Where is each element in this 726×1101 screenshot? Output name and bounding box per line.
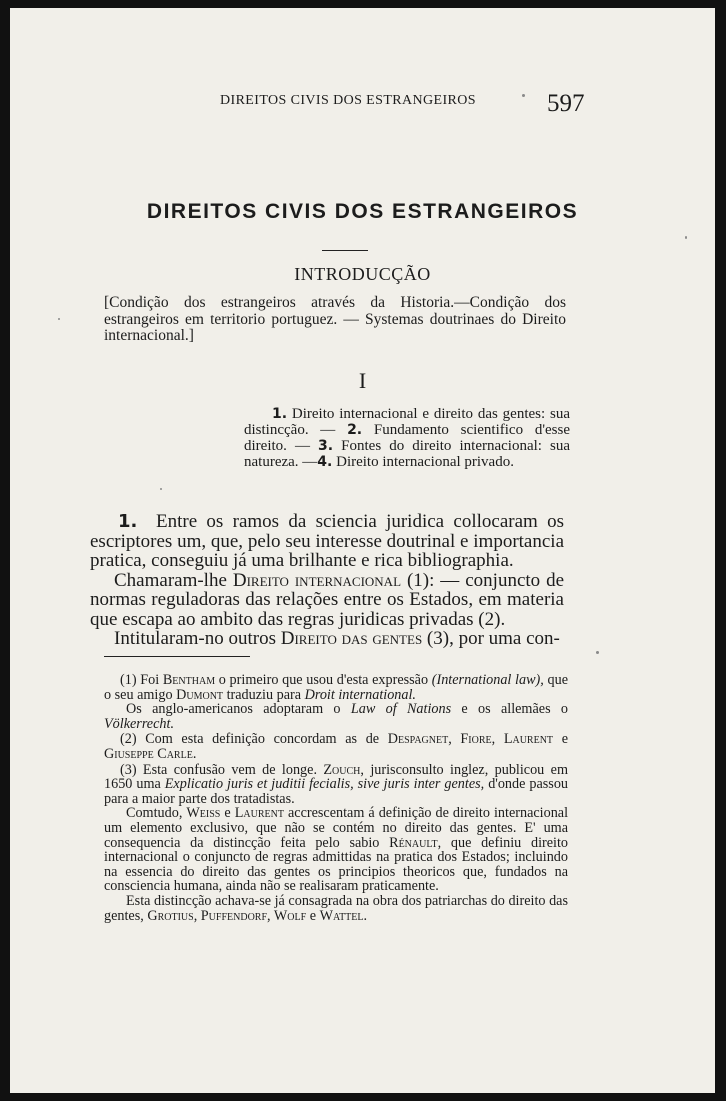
term: Direito internacional: [232, 569, 402, 591]
topic-text: Fundamento scientifico d'esse direito. —: [244, 422, 571, 454]
italic-term: Law of Nations: [350, 701, 452, 718]
footnote-rule: [104, 656, 250, 657]
italic-term: (International law),: [431, 672, 544, 688]
footnote-3: [104, 763, 568, 807]
author-name: Dumont: [176, 686, 224, 703]
text-run: traduziu para: [226, 686, 302, 703]
scan-speck: [160, 488, 162, 490]
text-run: (3), por uma con-: [426, 628, 560, 649]
author-name: Laurent: [234, 805, 284, 822]
text-run: e: [561, 731, 569, 748]
paragraph-text: Entre os ramos da sciencia juridica collocaram os escriptores um, que, pelo seu interesse doutrinal e importancia pratica, conseguiu já uma brilhante e rica bibliographia.: [90, 511, 564, 571]
italic-term: Droit international.: [304, 686, 416, 703]
topic-text: Fontes do direito internacional: sua natureza. —: [244, 438, 571, 470]
text-run: (1): — conjuncto de normas reguladoras das relações entre os Estados, em materia que escapa ao ambito das regras juridicas privadas (2).: [90, 569, 565, 630]
scan-speck: [685, 236, 687, 239]
text-run: d'onde passou para a maior parte dos tratadistas.: [104, 776, 569, 807]
author-name: Bentham: [162, 672, 216, 688]
text-run: Chamaram-lhe: [114, 569, 227, 591]
main-text: [90, 512, 564, 649]
part-numeral: I: [358, 368, 367, 393]
author-name: Wattel.: [319, 907, 368, 924]
topic-number: 3.: [318, 438, 334, 454]
topic-number: 1.: [272, 406, 288, 422]
topic-text: Direito internacional privado.: [336, 454, 514, 470]
paragraph-2: [90, 571, 564, 630]
topic-number: 2.: [347, 422, 363, 438]
paragraph-number: 1.: [118, 511, 138, 532]
topic-indent: [244, 406, 272, 422]
running-head: DIREITOS CIVIS DOS ESTRANGEIROS: [220, 93, 476, 108]
text-run: Intitularam-no outros: [114, 628, 276, 649]
italic-term: Völkerrecht.: [104, 715, 174, 732]
text-run: que definiu direito internacional o conjuncto de regras admittidas na pratica dos Estados; incluindo na essencia do direito das gentes os principios theoricos que, fundados na consciencia humana, ainda não se realisaram praticamente.: [104, 834, 569, 895]
topic-text: Direito internacional e direito das gentes: sua distincção. —: [244, 406, 571, 438]
topic-list: [244, 406, 570, 470]
text-run: e os allemães o: [461, 701, 568, 718]
text-run: accrescentam á definição de direito internacional um elemento exclusivo, que não se contém no direito das gentes. E' uma consequencia da distincção feita pelo sabio: [104, 805, 569, 851]
page-number: 597: [547, 90, 585, 117]
scan-speck: [596, 651, 599, 654]
italic-term: Explicatio juris et juditii fecialis, sive juris inter gentes,: [164, 776, 485, 793]
text-run: (1) Foi: [120, 672, 160, 688]
text-run: o primeiro que usou d'esta expressão: [218, 672, 429, 688]
text-run: Comtudo,: [126, 805, 183, 822]
text-run: (3) Esta confusão vem de longe.: [120, 761, 317, 778]
chapter-title: DIREITOS CIVIS DOS ESTRANGEIROS: [146, 200, 579, 223]
footnote-1: [104, 673, 568, 702]
scan-speck: [58, 318, 60, 320]
title-rule: [322, 250, 368, 251]
text-run: Esta distincção achava-se já consagrada na obra dos patriarchas do direito das gentes,: [104, 892, 568, 924]
text-run: Os anglo-americanos adoptaram o: [126, 701, 341, 718]
topic-number: 4.: [317, 454, 333, 470]
author-name: Despagnet, Fiore, Laurent: [387, 731, 554, 748]
footnote-1-continued: [104, 702, 568, 731]
footnote-3-closing: [104, 894, 568, 923]
book-page: [10, 8, 715, 1093]
footnote-2: [104, 732, 568, 761]
section-heading: INTRODUCÇÃO: [294, 264, 431, 284]
author-name: Giuseppe Carle.: [104, 745, 197, 762]
paragraph-1: [90, 512, 564, 571]
term: Direito das gentes: [280, 628, 423, 649]
paragraph-3: [90, 629, 564, 649]
text-run: que o seu amigo: [104, 672, 569, 703]
scan-speck: [522, 94, 525, 97]
text-run: jurisconsulto inglez, publicou em 1650 uma: [104, 761, 568, 793]
author-name: Weiss: [186, 805, 221, 822]
text-run: e: [224, 805, 231, 822]
chapter-summary: [Condição dos estrangeiros através da Historia.—Condição dos estrangeiros em territorio portuguez. — Systemas doutrinaes do Direito internacional.]: [104, 294, 566, 344]
footnote-3-continued: [104, 806, 568, 894]
text-run: (2) Com esta definição concordam as de: [120, 731, 380, 748]
author-name: Rénault,: [389, 834, 442, 851]
author-name: Grotius, Puffendorf, Wolf: [147, 907, 307, 924]
text-run: e: [309, 907, 317, 924]
footnotes: [104, 673, 568, 923]
author-name: Zouch,: [323, 761, 364, 778]
